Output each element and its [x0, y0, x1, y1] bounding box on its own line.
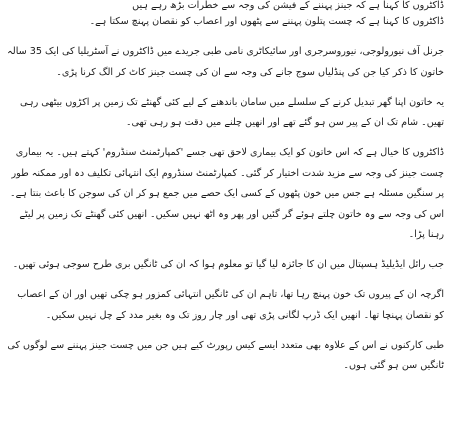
article-paragraph-cut-off: ڈاکٹروں کا کہنا ہے کہ جینز پہننے کے فیشن کی وجہ سے خطرات بڑھ رہے ہیں	[132, 0, 444, 11]
article-body	[6, 0, 444, 386]
article-paragraph: ڈاکٹروں کا خیال ہے کہ اس خاتون کو ایک بیماری لاحق تھی جسے 'کمپارٹمنٹ سنڈروم' کہتے ہیں۔ یہ بیماری چست جینز کی وجہ سے مزید شدت اختیار کر گئی۔ کمپارٹمنٹ سنڈروم ایک انتہائی تکلیف دہ اور ممکنہ طور پر سنگین مسئلہ ہے جس میں خون پٹھوں کے کسی ایک حصے میں جمع ہو کر ان کی سوجن کا باعث بنتا ہے۔ اس کی وجہ سے وہ خاتون چلتے ہوئے گر گئیں اور پھر وہ اٹھ نہیں سکیں۔ انھیں کئی گھنٹے تک زمین پر لیٹے رہنا پڑا۔	[10, 147, 444, 240]
article-paragraph: یہ خاتون اپنا گھر تبدیل کرنے کے سلسلے میں سامان باندھنے کے لیے کئی گھنٹے تک زمین پر اکڑوں بیٹھی رہی تھیں۔ شام تک ان کے پیر سن ہو گئے تھے اور انھیں چلنے میں دقت ہو رہی تھی۔	[20, 96, 444, 128]
article-paragraph: ڈاکٹروں کا کہنا ہے کہ چست پتلون پہننے سے پٹھوں اور اعصاب کو نقصان پہنچ سکتا ہے۔	[89, 16, 444, 27]
article-paragraph: اگرچہ ان کے پیروں تک خون پہنچ رہا تھا، تاہم ان کی ٹانگیں انتہائی کمزور ہو چکی تھیں اور ان کے اعصاب کو نقصان پہنچا تھا۔ انھیں ایک ڈرپ لگانی پڑی تھی اور چار روز تک وہ بغیر مدد کے چل نہیں سکیں۔	[17, 289, 444, 321]
article-paragraph: طبی کارکنوں نے اس کے علاوہ بھی متعدد ایسے کیس رپورٹ کیے ہیں جن میں چست جینز پہننے سے لوگوں کی ٹانگیں سن ہو گئی ہوں۔	[7, 339, 444, 371]
article-paragraph: جب رائل ایڈیلیڈ ہسپتال میں ان کا جائزہ لیا گیا تو معلوم ہوا کہ ان کی ٹانگیں بری طرح سوجی ہوئی تھیں۔	[12, 259, 444, 270]
article-paragraph: جرنل آف نیورولوجی، نیوروسرجری اور سائیکاٹری نامی طبی جریدے میں ڈاکٹروں نے آسٹریلیا کی ایک 35 سالہ خاتون کا ذکر کیا جن کی پنڈلیاں سوج جانے کی وجہ سے ان کی چست جینز کاٹ کر الگ کرنا پڑی۔	[7, 46, 444, 78]
